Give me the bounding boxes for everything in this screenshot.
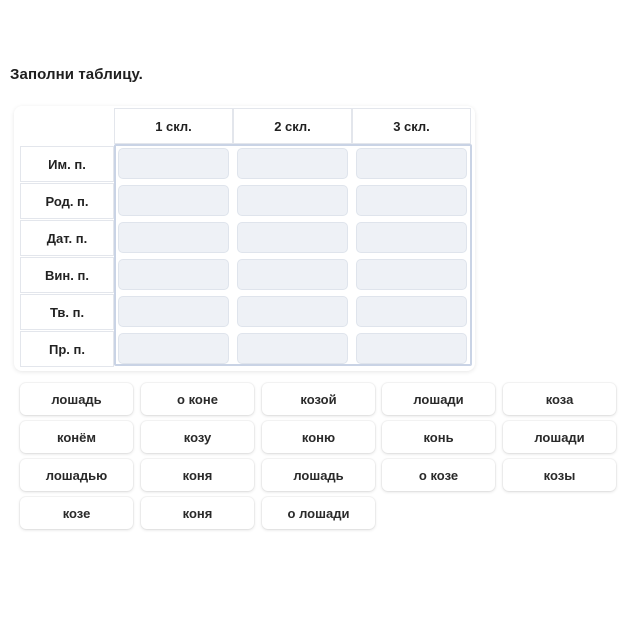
word-chip[interactable]: лошади bbox=[382, 383, 495, 415]
word-chip[interactable]: лошадью bbox=[20, 459, 133, 491]
task-title: Заполни таблицу. bbox=[10, 66, 143, 83]
row-header-accusative: Вин. п. bbox=[20, 257, 114, 293]
word-chip[interactable]: о коне bbox=[141, 383, 254, 415]
word-chip[interactable]: лошадь bbox=[262, 459, 375, 491]
drop-cell[interactable] bbox=[118, 259, 229, 290]
drop-cell[interactable] bbox=[356, 148, 467, 179]
drop-cell[interactable] bbox=[118, 185, 229, 216]
word-chip[interactable]: коня bbox=[141, 459, 254, 491]
row-header-prepositional: Пр. п. bbox=[20, 331, 114, 367]
word-chip[interactable]: коня bbox=[141, 497, 254, 529]
word-chip[interactable]: козы bbox=[503, 459, 616, 491]
drop-cell[interactable] bbox=[237, 296, 348, 327]
word-chip[interactable]: конь bbox=[382, 421, 495, 453]
drop-cell[interactable] bbox=[356, 333, 467, 364]
word-chip[interactable]: лошадь bbox=[20, 383, 133, 415]
drop-cell[interactable] bbox=[237, 185, 348, 216]
row-header-nominative: Им. п. bbox=[20, 146, 114, 182]
word-chip[interactable]: козу bbox=[141, 421, 254, 453]
drop-cell[interactable] bbox=[237, 222, 348, 253]
drop-cell[interactable] bbox=[356, 296, 467, 327]
word-chip[interactable]: о козе bbox=[382, 459, 495, 491]
column-header-3: 3 скл. bbox=[352, 108, 471, 144]
word-chip[interactable]: лошади bbox=[503, 421, 616, 453]
drop-cell[interactable] bbox=[118, 222, 229, 253]
drop-cell[interactable] bbox=[237, 148, 348, 179]
drop-cell[interactable] bbox=[118, 333, 229, 364]
column-header-2: 2 скл. bbox=[233, 108, 352, 144]
drop-cell[interactable] bbox=[118, 296, 229, 327]
word-chip[interactable]: конём bbox=[20, 421, 133, 453]
drop-cell[interactable] bbox=[237, 333, 348, 364]
word-chip[interactable]: коню bbox=[262, 421, 375, 453]
drop-cell[interactable] bbox=[237, 259, 348, 290]
word-chip[interactable]: козе bbox=[20, 497, 133, 529]
drop-cell[interactable] bbox=[356, 259, 467, 290]
word-chip[interactable]: козой bbox=[262, 383, 375, 415]
word-chip[interactable]: коза bbox=[503, 383, 616, 415]
drop-cell[interactable] bbox=[356, 222, 467, 253]
row-header-dative: Дат. п. bbox=[20, 220, 114, 256]
column-header-1: 1 скл. bbox=[114, 108, 233, 144]
drop-cell[interactable] bbox=[356, 185, 467, 216]
drop-cell[interactable] bbox=[118, 148, 229, 179]
row-header-instrumental: Тв. п. bbox=[20, 294, 114, 330]
word-chip[interactable]: о лошади bbox=[262, 497, 375, 529]
row-header-genitive: Род. п. bbox=[20, 183, 114, 219]
